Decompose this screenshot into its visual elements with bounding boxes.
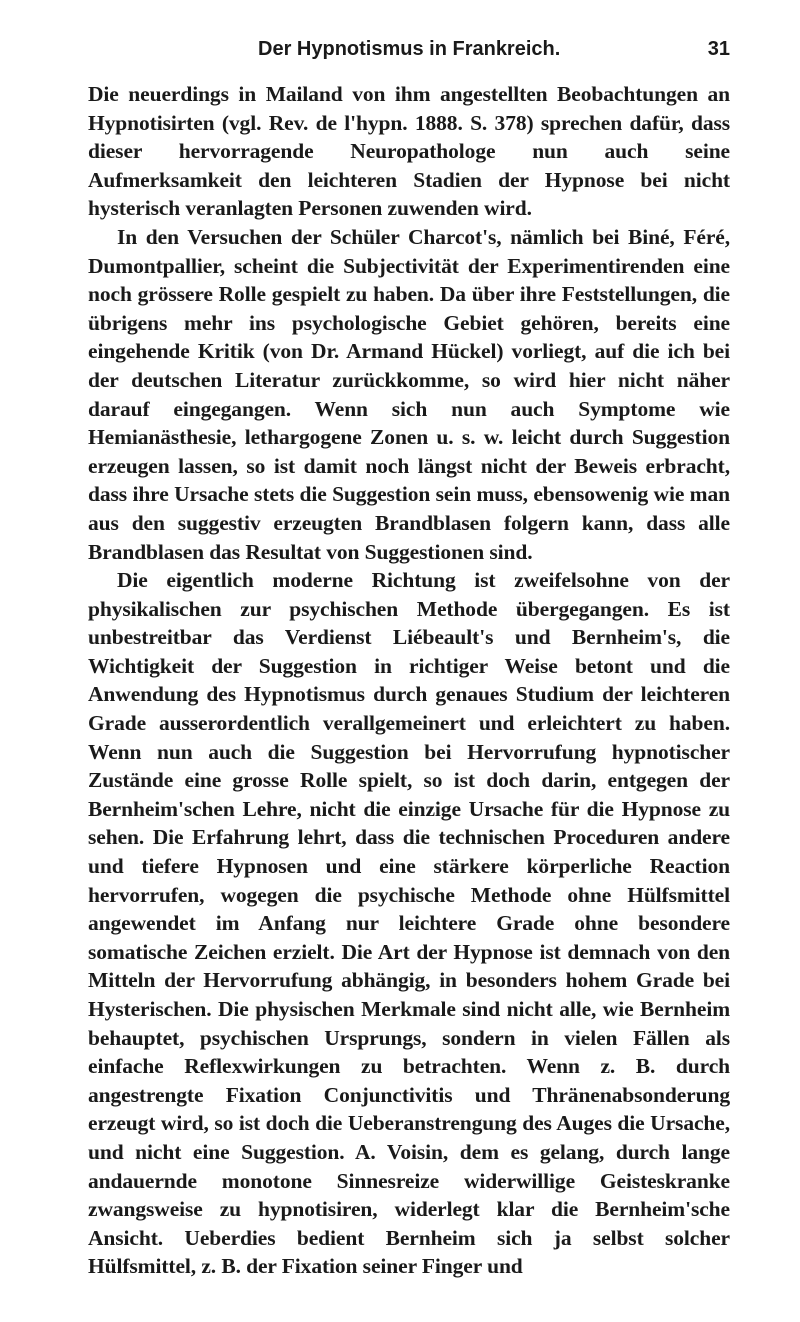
page-number: 31 bbox=[707, 38, 730, 60]
body-text bbox=[88, 80, 730, 1281]
paragraph-2: In den Versuchen der Schüler Charcot's, nämlich bei Biné, Féré, Dumontpallier, scheint die Subjectivität der Experimentirenden eine noch grössere Rolle gespielt zu haben. Da über ihre Feststellungen, die übrigens mehr ins psychologische Gebiet gehören, bereits eine eingehende Kritik (von Dr. Armand Hückel) vorliegt, auf die ich bei der deutschen Literatur zurückkomme, so wird hier nicht näher darauf eingegangen. Wenn sich nun auch Symptome wie Hemianästhesie, lethargogene Zonen u. s. w. leicht durch Suggestion erzeugen lassen, so ist damit noch längst nicht der Beweis erbracht, dass ihre Ursache stets die Suggestion sein muss, ebensowenig wie man aus den suggestiv erzeugten Brandblasen folgern kann, dass alle Brandblasen das Resultat von Suggestionen sind. bbox=[88, 224, 730, 564]
paragraph-3: Die eigentlich moderne Richtung ist zweifelsohne von der physikalischen zur psychischen Methode übergegangen. Es ist unbestreitbar das Verdienst Liébeault's und Bernheim's, die Wichtigkeit der Suggestion in richtiger Weise betont und die Anwendung des Hypnotismus durch genaues Studium der leichteren Grade ausserordentlich verallgemeinert und erleichtert zu haben. Wenn nun auch die Suggestion bei Hervorrufung hypnotischer Zustände eine grosse Rolle spielt, so ist doch darin, entgegen der Bernheim'schen Lehre, nicht die einzige Ursache für die Hypnose zu sehen. Die Erfahrung lehrt, dass die technischen Proceduren andere und tiefere Hypnosen und eine stärkere körperliche Reaction hervorrufen, wogegen die psychische Methode ohne Hülfsmittel angewendet im Anfang nur leichtere Grade ohne besondere somatische Zeichen erzielt. Die Art der Hypnose ist demnach von den Mitteln der Hervorrufung abhängig, in besonders hohem Grade bei Hysterischen. Die physischen Merkmale sind nicht alle, wie Bernheim behauptet, psychischen Ursprungs, sondern in vielen Fällen als einfache Reflexwirkungen zu betrachten. Wenn z. B. durch angestrengte Fixation Conjunctivitis und Thränenabsonderung erzeugt wird, so ist doch die Ueberanstrengung des Auges die Ursache, und nicht eine Suggestion. A. Voisin, dem es gelang, durch lange andauernde monotone Sinnesreize widerwillige Geisteskranke zwangsweise zu hypnotisiren, widerlegt klar die Bernheim'sche Ansicht. Ueberdies bedient Bernheim sich ja selbst solcher Hülfsmittel, z. B. der Fixation seiner Finger und bbox=[88, 568, 730, 1279]
book-page bbox=[88, 38, 730, 1281]
paragraph-1: Die neuerdings in Mailand von ihm angestellten Beobachtungen an Hypnotisirten (vgl. Rev. de l'hypn. 1888. S. 378) sprechen dafür, dass dieser hervorragende Neuropathologe nun auch seine Aufmerksamkeit den leichteren Stadien der Hypnose bei nicht hysterisch veranlagten Personen zuwenden wird. bbox=[88, 82, 730, 221]
running-head-title: Der Hypnotismus in Frankreich. bbox=[258, 38, 561, 60]
running-head bbox=[88, 38, 730, 72]
